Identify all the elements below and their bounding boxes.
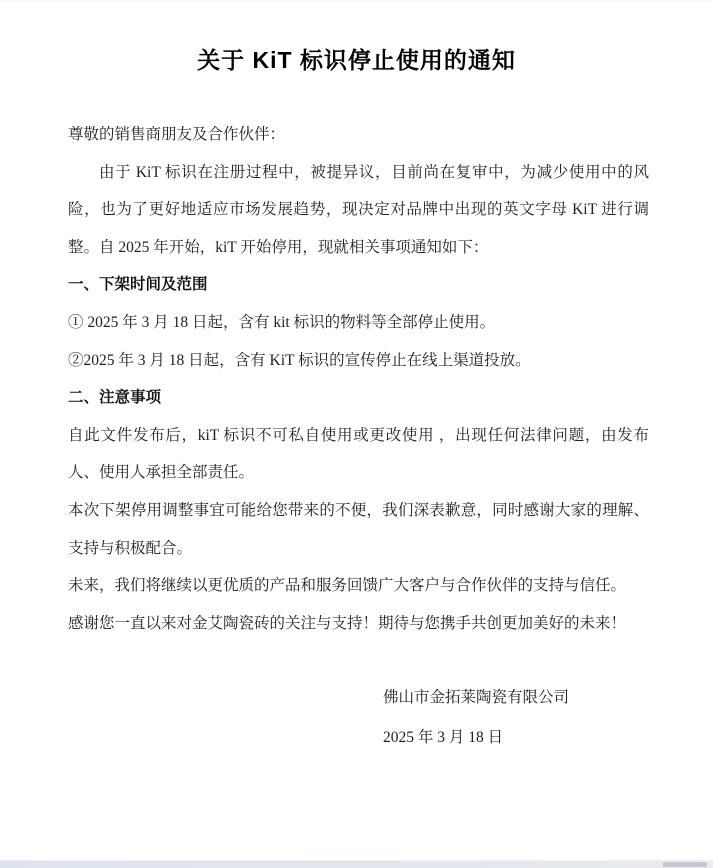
intro-paragraph: 由于 KiT 标识在注册过程中，被提异议，目前尚在复审中，为减少使用中的风险，也为了更好地适应市场发展趋势，现决定对品牌中出现的英文字母 KiT 进行调整。自 2025 年开始，kiT 开始停用，现就相关事项通知如下：: [68, 163, 649, 256]
horizontal-scrollbar[interactable]: [0, 860, 713, 868]
section-2-paragraph-4: 感谢您一直以来对金艾陶瓷砖的关注与支持！期待与您携手共创更加美好的未来！: [68, 614, 627, 632]
section-1-item-1: ① 2025 年 3 月 18 日起，含有 kit 标识的物料等全部停止使用。: [68, 313, 496, 331]
section-2-paragraph-2: 本次下架停用调整事宜可能给您带来的不便，我们深表歉意，同时感谢大家的理解、支持与积极配合。: [68, 501, 649, 557]
scrollbar-thumb[interactable]: [663, 862, 707, 867]
signature-date: 2025 年 3 月 18 日: [382, 729, 504, 747]
section-1-item-2: ②2025 年 3 月 18 日起，含有 KiT 标识的宣传停止在线上渠道投放。: [68, 351, 531, 369]
section-1-heading: 一、下架时间及范围: [68, 276, 208, 294]
signature-inner: [383, 678, 569, 758]
document-title: 关于 KiT 标识停止使用的通知: [197, 47, 516, 73]
section-2-heading: 二、注意事项: [68, 389, 162, 407]
greeting-line: 尊敬的销售商朋友及合作伙伴：: [68, 126, 286, 143]
section-2-paragraph-1: 自此文件发布后，kiT 标识不可私自使用或更改使用 ，出现任何法律问题，由发布人、使用人承担全部责任。: [68, 426, 649, 482]
document-body: [68, 116, 649, 758]
section-2-paragraph-3: 未来，我们将继续以更优质的产品和服务回馈广大客户与合作伙伴的支持与信任。: [68, 577, 627, 595]
signature-block: [68, 678, 649, 758]
company-name: 佛山市金拓莱陶瓷有限公司: [382, 689, 569, 707]
